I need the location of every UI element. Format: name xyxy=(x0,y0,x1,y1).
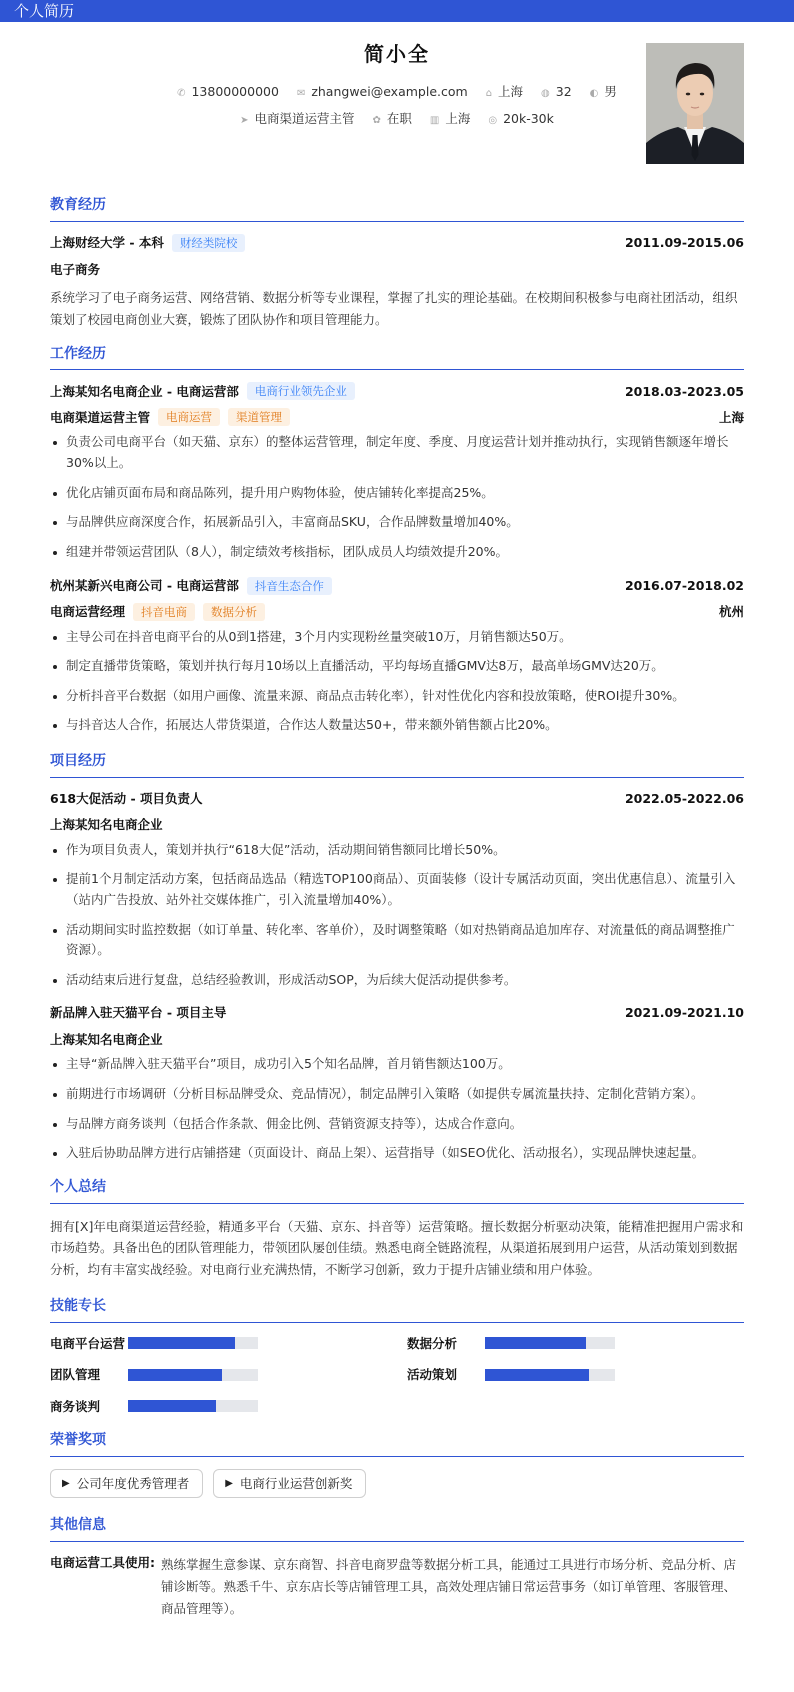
project-name: 新品牌入驻天猫平台 - 项目主导 xyxy=(50,1005,227,1021)
award-chip[interactable] xyxy=(213,1469,366,1499)
profile-header xyxy=(50,22,744,172)
skills-section xyxy=(50,1297,744,1415)
skill-name: 团队管理 xyxy=(50,1367,101,1383)
role-tag: 抖音电商 xyxy=(133,603,195,621)
company-tag: 电商行业领先企业 xyxy=(247,382,355,400)
list-item: 与抖音达人合作，拓展达人带货渠道，合作达人数量达50+，带来额外销售额占比20%。 xyxy=(50,715,744,736)
other-section xyxy=(50,1516,744,1619)
skill-bar xyxy=(128,1400,258,1412)
summary-text: 拥有[X]年电商渠道运营经验，精通多平台（天猫、京东、抖音等）运营策略。擅长数据分析驱动决策，能精准把握用户需求和市场趋势。具备出色的团队管理能力，带领团队屡创佳绩。熟悉电商全链路流程，从渠道拓展到用户运营，从活动策划到数据分析，均有丰富实战经验。对电商行业充满热情，不断学习创新，致力于提升店铺业绩和用户体验。 xyxy=(50,1218,744,1278)
list-item: 优化店铺页面布局和商品陈列，提升用户购物体验，使店铺转化率提高25%。 xyxy=(50,483,744,504)
summary-section xyxy=(50,1178,744,1281)
list-item: 与品牌供应商深度合作，拓展新品引入，丰富商品SKU，合作品牌数量增加40%。 xyxy=(50,512,744,533)
skills-grid xyxy=(50,1335,744,1416)
gender-icon: ◐ xyxy=(589,88,599,99)
salary-item xyxy=(488,110,554,128)
project-entry xyxy=(50,1004,744,1164)
email-item xyxy=(297,83,468,101)
skill-bar xyxy=(128,1369,258,1381)
education-section xyxy=(50,196,744,331)
list-item: 入驻后协助品牌方进行店铺搭建（页面设计、商品上架）、运营指导（如SEO优化、活动报名），实现品牌快速起量。 xyxy=(50,1143,744,1164)
education-date: 2011.09-2015.06 xyxy=(624,234,744,250)
city-item xyxy=(430,110,470,128)
list-item: 活动结束后进行复盘，总结经验教训，形成活动SOP，为后续大促活动提供参考。 xyxy=(50,970,744,991)
award-label: 公司年度优秀管理者 xyxy=(76,1475,190,1491)
other-title: 其他信息 xyxy=(50,1516,744,1542)
education-description: 系统学习了电子商务运营、网络营销、数据分析等专业课程，掌握了扎实的理论基础。在校期间积极参与电商社团活动，组织策划了校园电商创业大赛，锻炼了团队协作和项目管理能力。 xyxy=(50,290,738,327)
project-entry xyxy=(50,790,744,991)
list-item: 分析抖音平台数据（如用户画像、流量来源、商品点击转化率），针对性优化内容和投放策略，使ROI提升30%。 xyxy=(50,686,744,707)
work-bullets xyxy=(50,432,744,562)
position-item xyxy=(240,110,354,128)
gender-item xyxy=(590,83,617,101)
list-item: 组建并带领运营团队（8人），制定绩效考核指标，团队成员人均绩效提升20%。 xyxy=(50,542,744,563)
awards-list xyxy=(50,1469,744,1499)
play-icon: ▶ xyxy=(62,1477,70,1489)
coin-icon: ◎ xyxy=(488,115,498,126)
work-title: 工作经历 xyxy=(50,345,744,371)
work-entry xyxy=(50,577,744,737)
work-header-row xyxy=(50,382,744,400)
skill-item xyxy=(50,1398,387,1416)
phone-icon: ✆ xyxy=(177,88,186,99)
list-item: 与品牌方商务谈判（包括合作条款、佣金比例、营销资源支持等），达成合作意向。 xyxy=(50,1114,744,1135)
home-icon: ⌂ xyxy=(485,88,493,99)
position-text: 电商渠道运营主管 xyxy=(254,111,355,126)
award-label: 电商行业运营创新奖 xyxy=(239,1475,353,1491)
resume-page xyxy=(0,22,794,1620)
company-name: 杭州某新兴电商公司 - 电商运营部 xyxy=(50,577,239,593)
mail-icon: ✉ xyxy=(296,88,306,99)
skill-name: 数据分析 xyxy=(407,1335,458,1351)
skill-name: 活动策划 xyxy=(407,1367,458,1383)
school-tag: 财经类院校 xyxy=(172,234,246,252)
phone-item xyxy=(177,83,279,101)
role-tag: 数据分析 xyxy=(203,603,265,621)
work-bullets xyxy=(50,627,744,737)
age-item xyxy=(541,83,572,101)
project-org: 上海某知名电商企业 xyxy=(50,1031,163,1047)
skill-item xyxy=(407,1366,744,1384)
work-city: 上海 xyxy=(718,409,744,425)
project-org: 上海某知名电商企业 xyxy=(50,817,163,833)
list-item: 提前1个月制定活动方案，包括商品选品（精选TOP100商品）、页面装修（设计专属活动页面，突出优惠信息）、流量引入（站内广告投放、站外社交媒体推广，引入流量增加40%）。 xyxy=(50,869,744,910)
building-icon: ▥ xyxy=(429,115,440,126)
awards-title: 荣誉奖项 xyxy=(50,1431,744,1457)
list-item: 制定直播带货策略，策划并执行每月10场以上直播活动，平均每场直播GMV达8万，最高单场GMV达20万。 xyxy=(50,656,744,677)
project-bullets xyxy=(50,840,744,991)
work-role-row xyxy=(50,408,744,426)
skills-title: 技能专长 xyxy=(50,1297,744,1323)
work-section xyxy=(50,345,744,736)
gender-text: 男 xyxy=(604,84,617,99)
list-item: 负责公司电商平台（如天猫、京东）的整体运营管理，制定年度、季度、月度运营计划并推动执行，实现销售额逐年增长30%以上。 xyxy=(50,432,744,473)
top-bar-title: 个人简历 xyxy=(14,2,75,20)
company-tag: 抖音生态合作 xyxy=(247,577,332,595)
other-info-row xyxy=(50,1554,744,1620)
location-item xyxy=(486,83,523,101)
list-item: 前期进行市场调研（分析目标品牌受众、竞品情况），制定品牌引入策略（如提供专属流量扶持、定制化营销方案）。 xyxy=(50,1084,744,1105)
list-item: 作为项目负责人，策划并执行“618大促”活动，活动期间销售额同比增长50%。 xyxy=(50,840,744,861)
project-header-row xyxy=(50,790,744,808)
projects-title: 项目经历 xyxy=(50,752,744,778)
work-role-row xyxy=(50,603,744,621)
work-header-row xyxy=(50,577,744,595)
skill-bar xyxy=(485,1369,615,1381)
project-date: 2021.09-2021.10 xyxy=(624,1005,744,1021)
work-date: 2016.07-2018.02 xyxy=(624,577,744,593)
company-name: 上海某知名电商企业 - 电商运营部 xyxy=(50,383,239,399)
list-item: 主导公司在抖音电商平台的从0到1搭建，3个月内实现粉丝量突破10万，月销售额达50万。 xyxy=(50,627,744,648)
play-icon: ▶ xyxy=(225,1477,233,1489)
project-date: 2022.05-2022.06 xyxy=(624,790,744,806)
profile-photo-image xyxy=(646,43,744,164)
school-name: 上海财经大学 - 本科 xyxy=(50,234,164,250)
role-name: 电商运营经理 xyxy=(50,603,126,619)
list-item: 主导“新品牌入驻天猫平台”项目，成功引入5个知名品牌，首月销售额达100万。 xyxy=(50,1054,744,1075)
skill-name: 商务谈判 xyxy=(50,1398,101,1414)
contact-row xyxy=(50,83,744,101)
education-entry xyxy=(50,234,744,331)
location-text: 上海 xyxy=(498,84,524,99)
role-tag: 电商运营 xyxy=(158,408,220,426)
status-item xyxy=(373,110,412,128)
list-item: 活动期间实时监控数据（如订单量、转化率、客单价），及时调整策略（如对热销商品追加库存、对流量低的商品调整推广资源）。 xyxy=(50,920,744,961)
work-city: 杭州 xyxy=(718,603,744,619)
summary-title: 个人总结 xyxy=(50,1178,744,1204)
projects-section xyxy=(50,752,744,1164)
send-icon: ➤ xyxy=(240,115,249,126)
award-chip[interactable] xyxy=(50,1469,203,1499)
skill-fill xyxy=(485,1337,586,1349)
candidate-name: 简小全 xyxy=(364,42,430,66)
project-header-row xyxy=(50,1004,744,1022)
city-text: 上海 xyxy=(445,111,471,126)
work-entry xyxy=(50,382,744,562)
phone-text: 13800000000 xyxy=(191,84,279,99)
project-name: 618大促活动 - 项目负责人 xyxy=(50,790,203,806)
skill-bar xyxy=(128,1337,258,1349)
age-text: 32 xyxy=(555,84,572,99)
email-text: zhangwei@example.com xyxy=(311,84,468,99)
work-date: 2018.03-2023.05 xyxy=(624,383,744,399)
skill-item xyxy=(50,1335,387,1353)
skill-item xyxy=(407,1335,744,1353)
project-bullets xyxy=(50,1054,744,1164)
skill-name: 电商平台运营 xyxy=(50,1335,126,1351)
status-text: 在职 xyxy=(386,111,412,126)
skill-item xyxy=(50,1366,387,1384)
skill-fill xyxy=(485,1369,589,1381)
major-name: 电子商务 xyxy=(50,261,101,277)
salary-text: 20k-30k xyxy=(503,111,554,126)
skill-fill xyxy=(128,1369,222,1381)
age-icon: ◍ xyxy=(541,88,550,99)
skill-fill xyxy=(128,1400,216,1412)
education-title: 教育经历 xyxy=(50,196,744,222)
skill-bar xyxy=(485,1337,615,1349)
role-tag: 渠道管理 xyxy=(228,408,290,426)
top-bar xyxy=(0,0,794,22)
job-intent-row xyxy=(50,110,744,128)
role-name: 电商渠道运营主管 xyxy=(50,409,151,425)
other-value: 熟练掌握生意参谋、京东商智、抖音电商罗盘等数据分析工具，能通过工具进行市场分析、竞品分析、店铺诊断等。熟悉千牛、京东店长等店铺管理工具，高效处理店铺日常运营事务（如订单管理、客服管理、商品管理等）。 xyxy=(161,1556,737,1616)
gear-icon: ✿ xyxy=(372,115,381,126)
education-header-row xyxy=(50,234,744,252)
other-key: 电商运营工具使用: xyxy=(50,1554,155,1570)
awards-section xyxy=(50,1431,744,1498)
profile-photo xyxy=(646,43,744,164)
skill-fill xyxy=(128,1337,235,1349)
